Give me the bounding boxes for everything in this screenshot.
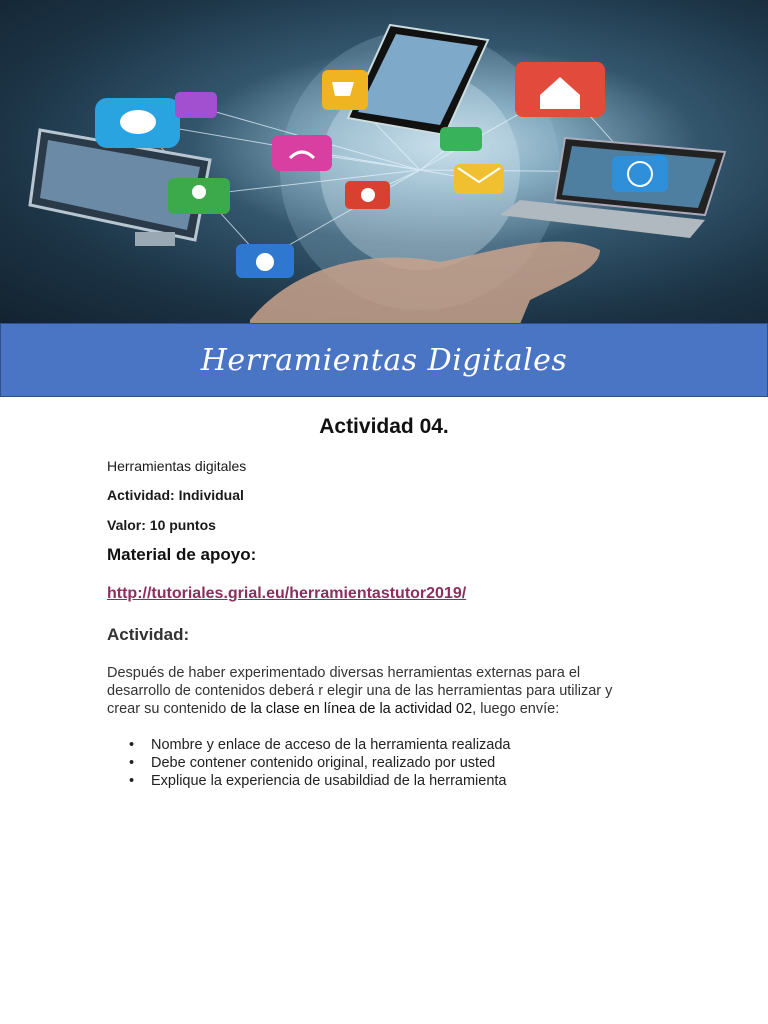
requirements-list [129, 736, 510, 790]
call-icon [440, 127, 482, 151]
chat-icon [95, 98, 180, 148]
digital-tools-illustration [0, 0, 768, 324]
list-item: • Debe contener contenido original, realizado por usted [129, 754, 510, 772]
cart-icon [322, 70, 368, 110]
activity-value: Valor: 10 puntos [107, 517, 216, 533]
mail-icon [454, 164, 504, 194]
subject-line: Herramientas digitales [107, 458, 247, 474]
support-material-link[interactable]: http://tutoriales.grial.eu/herramientastutor2019/ [107, 585, 467, 602]
instructions-paragraph [107, 664, 647, 718]
instructions-part-3: , luego envíe: [472, 701, 560, 717]
support-material-heading: Material de apoyo: [107, 545, 257, 564]
wifi-icon [272, 135, 332, 171]
instructions-part-1: Después de haber experimentado diversas herramientas externas para el desarrollo de contenidos deberá r elegir una de las herramientas para utilizar y crear su contenido [107, 665, 613, 717]
activity-title: Actividad 04. [319, 415, 449, 438]
video-icon [175, 92, 217, 118]
globe-icon [612, 156, 668, 192]
header-image [0, 0, 768, 324]
list-item: • Explique la experiencia de usabildiad de la herramienta [129, 772, 510, 790]
home-icon [515, 62, 605, 117]
banner-title: Herramientas Digitales [200, 342, 568, 378]
camera-icon [236, 244, 294, 278]
user-icon [168, 178, 230, 214]
settings-icon [345, 181, 390, 209]
activity-type: Actividad: Individual [107, 487, 244, 503]
activity-section-heading: Actividad: [107, 625, 190, 644]
list-item: • Nombre y enlace de acceso de la herramienta realizada [129, 736, 510, 754]
title-banner [0, 323, 768, 397]
instructions-part-2: de la clase en línea de la actividad 02 [230, 701, 473, 717]
